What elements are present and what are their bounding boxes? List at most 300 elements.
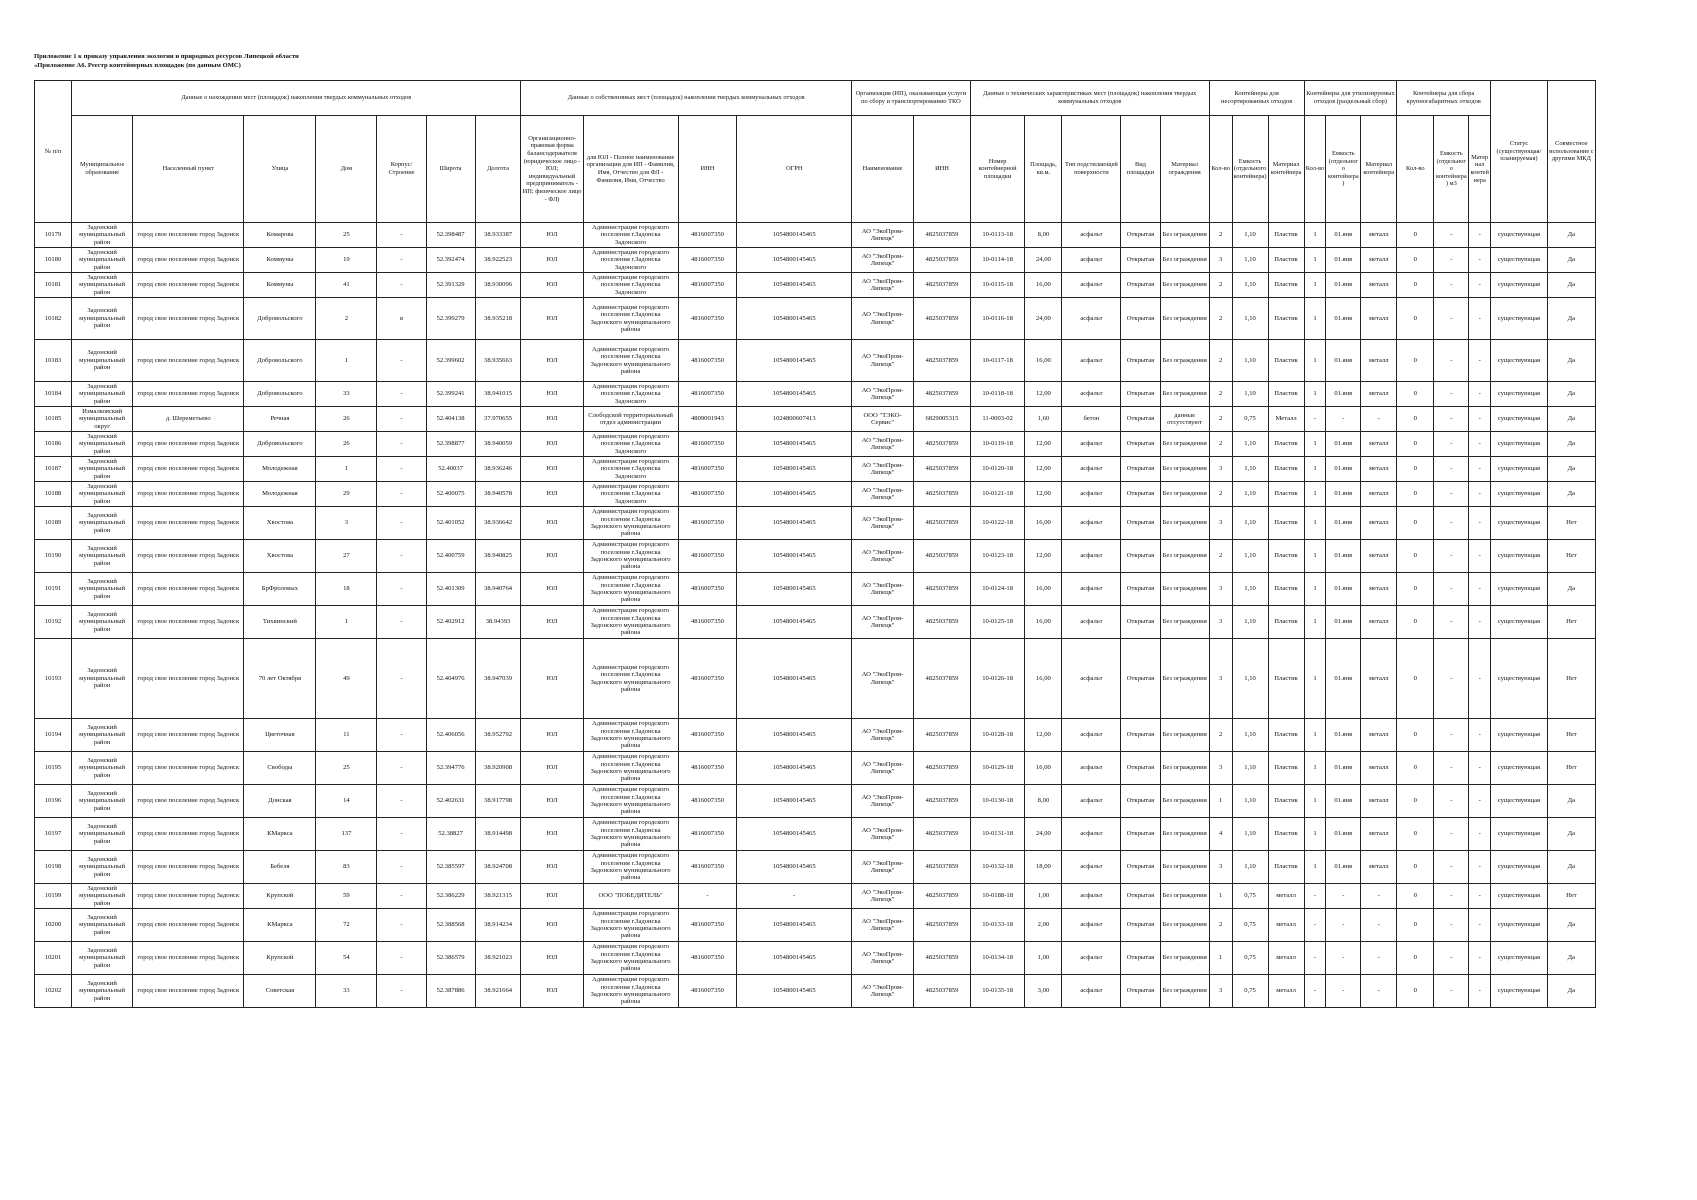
cell-unsorted-qty: 2: [1209, 273, 1232, 298]
cell-house: 18: [316, 573, 377, 606]
cell-building: -: [377, 639, 426, 719]
cell-status: существующая: [1491, 573, 1548, 606]
cell-ogrn: 1054800145465: [737, 573, 852, 606]
cell-unsorted-material: Пластик: [1268, 573, 1304, 606]
cell-status: существующая: [1491, 606, 1548, 639]
cell-longitude: 38.935663: [475, 340, 521, 382]
cell-area: 12,00: [1025, 482, 1062, 507]
cell-status: существующая: [1491, 752, 1548, 785]
cell-bulky-capacity: -: [1434, 223, 1469, 248]
cell-area: 18,00: [1025, 851, 1062, 884]
cell-inn: 4816007350: [678, 975, 737, 1008]
cell-area: 12,00: [1025, 719, 1062, 752]
cell-site-number: 10-0120-18: [970, 457, 1025, 482]
cell-shared: Да: [1547, 457, 1595, 482]
cell-building: -: [377, 573, 426, 606]
col-operator-inn: ИНН: [914, 116, 971, 223]
cell-surface: асфальт: [1062, 606, 1121, 639]
cell-status: существующая: [1491, 909, 1548, 942]
cell-site-type: Открытая: [1121, 606, 1160, 639]
cell-bulky-qty: 0: [1397, 507, 1434, 540]
cell-org-form: ЮЛ: [521, 719, 583, 752]
cell-org-form: ЮЛ: [521, 752, 583, 785]
cell-site-type: Открытая: [1121, 482, 1160, 507]
cell-owner-name: Администрация городского поселения г.Задонска Задонского муниципального района: [583, 975, 678, 1008]
table-row: [35, 884, 1596, 909]
cell-recyclable-qty: 1: [1304, 719, 1326, 752]
cell-unsorted-material: Металл: [1268, 407, 1304, 432]
cell-owner-name: Администрация городского поселения г.Задонска Задонского муниципального района: [583, 719, 678, 752]
cell-shared: Да: [1547, 432, 1595, 457]
cell-site-type: Открытая: [1121, 457, 1160, 482]
cell-owner-name: Администрация городского поселения г.Задонска Задонского муниципального района: [583, 785, 678, 818]
cell-ogrn: 1054800145465: [737, 507, 852, 540]
cell-operator-name: АО "ЭкоПром-Липецк": [851, 942, 913, 975]
cell-org-form: ЮЛ: [521, 540, 583, 573]
cell-site-type: Открытая: [1121, 540, 1160, 573]
cell-bulky-capacity: -: [1434, 719, 1469, 752]
cell-fence: Без ограждения: [1160, 818, 1209, 851]
cell-settlement: город свое поселение город Задонск: [133, 482, 244, 507]
cell-house: 27: [316, 540, 377, 573]
cell-surface: асфальт: [1062, 223, 1121, 248]
cell-house: 25: [316, 752, 377, 785]
cell-building: -: [377, 851, 426, 884]
cell-latitude: 52.385597: [426, 851, 475, 884]
cell-unsorted-qty: 4: [1209, 818, 1232, 851]
table-row: [35, 851, 1596, 884]
cell-municipality: Задонский муниципальный район: [72, 975, 133, 1008]
cell-building: -: [377, 457, 426, 482]
cell-bulky-material: -: [1469, 407, 1491, 432]
cell-unsorted-capacity: 1,10: [1232, 507, 1268, 540]
cell-recyclable-capacity: 01.янв: [1326, 457, 1361, 482]
cell-operator-name: АО "ЭкоПром-Липецк": [851, 457, 913, 482]
cell-inn: 4816007350: [678, 340, 737, 382]
cell-unsorted-capacity: 1,10: [1232, 248, 1268, 273]
cell-ogrn: 1054800145465: [737, 457, 852, 482]
col-owner-name: для ЮЛ - Полное наименование организации для ИП - Фамилия, Имя, Отчество для ФЛ - Фамилия, Имя, Отчество: [583, 116, 678, 223]
cell-ogrn: 1054800145465: [737, 432, 852, 457]
cell-ogrn: 1054800145465: [737, 639, 852, 719]
cell-recyclable-capacity: 01.янв: [1326, 851, 1361, 884]
cell-ogrn: 1054800145465: [737, 273, 852, 298]
cell-street: Добровольского: [244, 432, 316, 457]
cell-unsorted-qty: 2: [1209, 298, 1232, 340]
cell-bulky-capacity: -: [1434, 457, 1469, 482]
cell-latitude: 52.406056: [426, 719, 475, 752]
cell-street: Коммуны: [244, 248, 316, 273]
cell-bulky-material: -: [1469, 719, 1491, 752]
cell-site-type: Открытая: [1121, 719, 1160, 752]
cell-street: Добровольского: [244, 298, 316, 340]
table-row: [35, 432, 1596, 457]
cell-unsorted-capacity: 1,10: [1232, 382, 1268, 407]
cell-latitude: 52.40037: [426, 457, 475, 482]
cell-unsorted-qty: 3: [1209, 752, 1232, 785]
cell-bulky-material: -: [1469, 639, 1491, 719]
cell-street: Молодежная: [244, 457, 316, 482]
table-row: [35, 606, 1596, 639]
cell-area: 16,00: [1025, 573, 1062, 606]
cell-fence: Без ограждения: [1160, 482, 1209, 507]
cell-ogrn: 1024800607413: [737, 407, 852, 432]
cell-bulky-capacity: -: [1434, 382, 1469, 407]
cell-bulky-capacity: -: [1434, 975, 1469, 1008]
table-header: [35, 81, 1596, 223]
cell-site-number: 10-0116-18: [970, 298, 1025, 340]
cell-operator-name: АО "ЭкоПром-Липецк": [851, 606, 913, 639]
cell-area: 8,00: [1025, 223, 1062, 248]
cell-recyclable-capacity: 01.янв: [1326, 818, 1361, 851]
cell-house: 59: [316, 884, 377, 909]
cell-row-num: 10180: [35, 248, 72, 273]
cell-building: -: [377, 340, 426, 382]
cell-recyclable-material: металл: [1361, 639, 1397, 719]
cell-ogrn: 1054800145465: [737, 785, 852, 818]
cell-house: 41: [316, 273, 377, 298]
cell-site-type: Открытая: [1121, 507, 1160, 540]
cell-unsorted-material: металл: [1268, 942, 1304, 975]
cell-row-num: 10197: [35, 818, 72, 851]
cell-recyclable-capacity: -: [1326, 909, 1361, 942]
cell-recyclable-capacity: 01.янв: [1326, 340, 1361, 382]
cell-settlement: город свое поселение город Задонск: [133, 818, 244, 851]
cell-unsorted-capacity: 1,10: [1232, 818, 1268, 851]
cell-operator-inn: 4825037859: [914, 248, 971, 273]
cell-latitude: 52.400075: [426, 482, 475, 507]
cell-unsorted-qty: 2: [1209, 482, 1232, 507]
col-surface: Тип подстилающей поверхности: [1062, 116, 1121, 223]
table-row: [35, 407, 1596, 432]
cell-inn: 4816007350: [678, 785, 737, 818]
cell-operator-name: АО "ЭкоПром-Липецк": [851, 340, 913, 382]
cell-unsorted-qty: 3: [1209, 457, 1232, 482]
cell-latitude: 52.399279: [426, 298, 475, 340]
cell-bulky-material: -: [1469, 223, 1491, 248]
cell-house: 26: [316, 432, 377, 457]
cell-settlement: д. Шереметьево: [133, 407, 244, 432]
cell-row-num: 10193: [35, 639, 72, 719]
cell-house: 1: [316, 606, 377, 639]
table-row: [35, 340, 1596, 382]
cell-latitude: 52.399602: [426, 340, 475, 382]
cell-bulky-qty: 0: [1397, 818, 1434, 851]
cell-site-number: 10-0129-18: [970, 752, 1025, 785]
cell-unsorted-qty: 3: [1209, 851, 1232, 884]
cell-building: в: [377, 298, 426, 340]
cell-inn: 4816007350: [678, 719, 737, 752]
cell-latitude: 52.386229: [426, 884, 475, 909]
cell-status: существующая: [1491, 482, 1548, 507]
cell-bulky-qty: 0: [1397, 223, 1434, 248]
cell-site-type: Открытая: [1121, 909, 1160, 942]
order-reference: Приложение 1 к приказу управления экологии и природных ресурсов Липецкой области: [34, 53, 299, 60]
table-row: [35, 507, 1596, 540]
cell-bulky-capacity: -: [1434, 573, 1469, 606]
cell-municipality: Задонский муниципальный район: [72, 909, 133, 942]
col-bulky-qty: Кол-во: [1397, 116, 1434, 223]
cell-unsorted-qty: 3: [1209, 975, 1232, 1008]
cell-building: -: [377, 223, 426, 248]
cell-recyclable-capacity: 01.янв: [1326, 432, 1361, 457]
cell-org-form: ЮЛ: [521, 785, 583, 818]
cell-unsorted-material: Пластик: [1268, 273, 1304, 298]
cell-unsorted-material: Пластик: [1268, 639, 1304, 719]
cell-unsorted-qty: 2: [1209, 540, 1232, 573]
col-num: № п/п: [35, 81, 72, 223]
cell-unsorted-material: Пластик: [1268, 382, 1304, 407]
cell-municipality: Задонский муниципальный район: [72, 639, 133, 719]
cell-unsorted-qty: 2: [1209, 407, 1232, 432]
cell-recyclable-material: -: [1361, 975, 1397, 1008]
cell-longitude: 38.920908: [475, 752, 521, 785]
cell-operator-inn: 4825037859: [914, 851, 971, 884]
cell-house: 26: [316, 407, 377, 432]
cell-bulky-qty: 0: [1397, 884, 1434, 909]
col-longitude: Долгота: [475, 116, 521, 223]
cell-recyclable-qty: 1: [1304, 298, 1326, 340]
table-row: [35, 457, 1596, 482]
cell-org-form: ЮЛ: [521, 851, 583, 884]
cell-building: -: [377, 942, 426, 975]
cell-longitude: 38.941015: [475, 382, 521, 407]
cell-recyclable-capacity: 01.янв: [1326, 273, 1361, 298]
cell-org-form: ЮЛ: [521, 432, 583, 457]
cell-owner-name: Администрация городского поселения г.Задонска Задонского муниципального района: [583, 298, 678, 340]
cell-operator-name: АО "ЭкоПром-Липецк": [851, 884, 913, 909]
cell-bulky-material: -: [1469, 942, 1491, 975]
cell-area: 12,00: [1025, 382, 1062, 407]
cell-site-number: 10-0128-18: [970, 719, 1025, 752]
cell-surface: асфальт: [1062, 851, 1121, 884]
cell-building: -: [377, 432, 426, 457]
cell-owner-name: Администрация городского поселения г.Задонска Задонского: [583, 248, 678, 273]
cell-operator-name: АО "ЭкоПром-Липецк": [851, 752, 913, 785]
cell-status: существующая: [1491, 248, 1548, 273]
cell-area: 16,00: [1025, 507, 1062, 540]
cell-status: существующая: [1491, 942, 1548, 975]
cell-fence: Без ограждения: [1160, 942, 1209, 975]
cell-fence: Без ограждения: [1160, 909, 1209, 942]
cell-street: Крупской: [244, 884, 316, 909]
cell-surface: асфальт: [1062, 298, 1121, 340]
cell-org-form: ЮЛ: [521, 382, 583, 407]
table-row: [35, 719, 1596, 752]
cell-owner-name: Администрация городского поселения г.Задонска Задонского муниципального района: [583, 942, 678, 975]
cell-fence: Без ограждения: [1160, 639, 1209, 719]
cell-fence: Без ограждения: [1160, 606, 1209, 639]
cell-org-form: ЮЛ: [521, 248, 583, 273]
cell-bulky-qty: 0: [1397, 273, 1434, 298]
cell-fence: Без ограждения: [1160, 573, 1209, 606]
cell-unsorted-qty: 2: [1209, 223, 1232, 248]
cell-inn: 4816007350: [678, 942, 737, 975]
col-bulky-capacity: Емкость (отдельного контейнера) м3: [1434, 116, 1469, 223]
cell-unsorted-capacity: 1,10: [1232, 752, 1268, 785]
cell-longitude: 38.94393: [475, 606, 521, 639]
cell-street: Добровольского: [244, 340, 316, 382]
cell-site-type: Открытая: [1121, 573, 1160, 606]
cell-ogrn: 1054800145465: [737, 482, 852, 507]
cell-recyclable-qty: 1: [1304, 340, 1326, 382]
cell-settlement: город свое поселение город Задонск: [133, 639, 244, 719]
col-unsorted-material: Материал контейнера: [1268, 116, 1304, 223]
cell-site-type: Открытая: [1121, 975, 1160, 1008]
cell-settlement: город свое поселение город Задонск: [133, 884, 244, 909]
cell-unsorted-qty: 3: [1209, 248, 1232, 273]
cell-recyclable-qty: 1: [1304, 482, 1326, 507]
cell-site-type: Открытая: [1121, 382, 1160, 407]
cell-longitude: 38.914498: [475, 818, 521, 851]
cell-unsorted-capacity: 1,10: [1232, 851, 1268, 884]
cell-settlement: город свое поселение город Задонск: [133, 752, 244, 785]
cell-bulky-material: -: [1469, 818, 1491, 851]
cell-house: 25: [316, 223, 377, 248]
cell-bulky-qty: 0: [1397, 407, 1434, 432]
col-building: Корпус/Строение: [377, 116, 426, 223]
cell-shared: Да: [1547, 223, 1595, 248]
cell-bulky-material: -: [1469, 457, 1491, 482]
col-area: Площадь, кв.м.: [1025, 116, 1062, 223]
cell-unsorted-material: Пластик: [1268, 752, 1304, 785]
cell-area: 12,00: [1025, 457, 1062, 482]
cell-ogrn: -: [737, 884, 852, 909]
cell-owner-name: Администрация городского поселения г.Задонска Задонского: [583, 432, 678, 457]
cell-org-form: ЮЛ: [521, 340, 583, 382]
cell-recyclable-material: металл: [1361, 818, 1397, 851]
cell-status: существующая: [1491, 884, 1548, 909]
cell-building: -: [377, 248, 426, 273]
cell-settlement: город свое поселение город Задонск: [133, 507, 244, 540]
cell-unsorted-qty: 1: [1209, 884, 1232, 909]
cell-building: -: [377, 482, 426, 507]
cell-unsorted-capacity: 0,75: [1232, 942, 1268, 975]
cell-recyclable-material: металл: [1361, 606, 1397, 639]
cell-recyclable-capacity: -: [1326, 942, 1361, 975]
cell-unsorted-capacity: 1,10: [1232, 719, 1268, 752]
cell-bulky-capacity: -: [1434, 606, 1469, 639]
cell-unsorted-material: Пластик: [1268, 719, 1304, 752]
cell-building: -: [377, 818, 426, 851]
col-site-type: Вид площадки: [1121, 116, 1160, 223]
cell-street: Хвостова: [244, 540, 316, 573]
cell-site-type: Открытая: [1121, 639, 1160, 719]
cell-owner-name: Администрация городского поселения г.Задонска Задонского: [583, 482, 678, 507]
cell-house: 11: [316, 719, 377, 752]
page-header: [34, 52, 299, 70]
cell-inn: 4809001943: [678, 407, 737, 432]
cell-bulky-material: -: [1469, 340, 1491, 382]
cell-fence: Без ограждения: [1160, 719, 1209, 752]
cell-recyclable-qty: 1: [1304, 639, 1326, 719]
cell-owner-name: ООО "ПОБЕДИТЕЛЬ": [583, 884, 678, 909]
cell-latitude: 52.398877: [426, 432, 475, 457]
cell-bulky-capacity: -: [1434, 298, 1469, 340]
cell-owner-name: Администрация городского поселения г.Задонска Задонского муниципального района: [583, 752, 678, 785]
cell-recyclable-capacity: 01.янв: [1326, 248, 1361, 273]
cell-municipality: Задонский муниципальный район: [72, 540, 133, 573]
cell-inn: 4816007350: [678, 457, 737, 482]
cell-unsorted-capacity: 0,75: [1232, 909, 1268, 942]
cell-settlement: город свое поселение город Задонск: [133, 606, 244, 639]
cell-longitude: 38.940764: [475, 573, 521, 606]
cell-shared: Нет: [1547, 719, 1595, 752]
cell-fence: Без ограждения: [1160, 540, 1209, 573]
cell-recyclable-qty: 1: [1304, 273, 1326, 298]
cell-surface: асфальт: [1062, 909, 1121, 942]
cell-bulky-capacity: -: [1434, 851, 1469, 884]
cell-municipality: Задонский муниципальный район: [72, 606, 133, 639]
cell-bulky-material: -: [1469, 851, 1491, 884]
col-municipality: Муниципальное образование: [72, 116, 133, 223]
cell-recyclable-qty: -: [1304, 975, 1326, 1008]
cell-shared: Да: [1547, 248, 1595, 273]
cell-recyclable-qty: 1: [1304, 382, 1326, 407]
cell-unsorted-material: Пластик: [1268, 851, 1304, 884]
cell-house: 72: [316, 909, 377, 942]
cell-org-form: ЮЛ: [521, 482, 583, 507]
cell-municipality: Задонский муниципальный район: [72, 818, 133, 851]
cell-longitude: 38.936642: [475, 507, 521, 540]
cell-bulky-capacity: -: [1434, 785, 1469, 818]
cell-bulky-qty: 0: [1397, 639, 1434, 719]
cell-settlement: город свое поселение город Задонск: [133, 382, 244, 407]
table-row: [35, 273, 1596, 298]
cell-unsorted-capacity: 1,10: [1232, 482, 1268, 507]
cell-recyclable-material: металл: [1361, 482, 1397, 507]
cell-status: существующая: [1491, 851, 1548, 884]
cell-ogrn: 1054800145465: [737, 942, 852, 975]
table-row: [35, 818, 1596, 851]
table-row: [35, 223, 1596, 248]
cell-inn: 4816007350: [678, 752, 737, 785]
cell-bulky-material: -: [1469, 540, 1491, 573]
col-recyclable-capacity: Емкость (отдельного контейнера): [1326, 116, 1361, 223]
cell-fence: Без ограждения: [1160, 432, 1209, 457]
cell-site-type: Открытая: [1121, 273, 1160, 298]
cell-org-form: ЮЛ: [521, 457, 583, 482]
cell-surface: асфальт: [1062, 382, 1121, 407]
cell-settlement: город свое поселение город Задонск: [133, 942, 244, 975]
cell-operator-inn: 4825037859: [914, 639, 971, 719]
cell-recyclable-material: металл: [1361, 340, 1397, 382]
cell-recyclable-qty: 1: [1304, 223, 1326, 248]
cell-building: -: [377, 752, 426, 785]
cell-recyclable-capacity: 01.янв: [1326, 752, 1361, 785]
cell-site-number: 10-0113-18: [970, 223, 1025, 248]
cell-row-num: 10196: [35, 785, 72, 818]
cell-operator-name: АО "ЭкоПром-Липецк": [851, 639, 913, 719]
cell-inn: 4816007350: [678, 223, 737, 248]
cell-inn: 4816007350: [678, 606, 737, 639]
cell-area: 16,00: [1025, 273, 1062, 298]
cell-fence: Без ограждения: [1160, 785, 1209, 818]
table-row: [35, 248, 1596, 273]
cell-status: существующая: [1491, 223, 1548, 248]
container-sites-registry-table: [34, 80, 1596, 1008]
cell-longitude: 38.921664: [475, 975, 521, 1008]
cell-area: 1,00: [1025, 942, 1062, 975]
cell-operator-inn: 4825037859: [914, 975, 971, 1008]
cell-area: 16,00: [1025, 606, 1062, 639]
cell-owner-name: Администрация городского поселения г.Задонска Задонского муниципального района: [583, 507, 678, 540]
cell-operator-name: АО "ЭкоПром-Липецк": [851, 785, 913, 818]
cell-ogrn: 1054800145465: [737, 909, 852, 942]
cell-surface: асфальт: [1062, 432, 1121, 457]
col-latitude: Широта: [426, 116, 475, 223]
cell-settlement: город свое поселение город Задонск: [133, 248, 244, 273]
